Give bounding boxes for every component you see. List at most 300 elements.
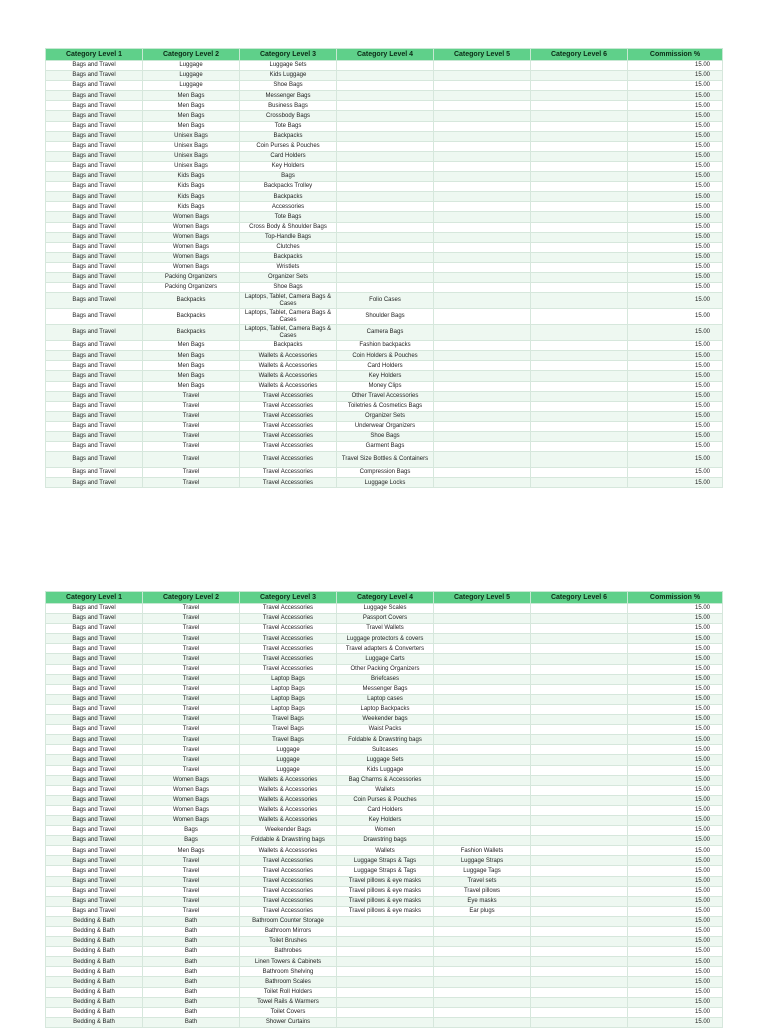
category-level-1-cell: Bags and Travel <box>46 272 143 282</box>
header-category-level-6: Category Level 6 <box>531 49 628 61</box>
category-level-5-cell <box>434 325 531 341</box>
category-level-3-cell: Laptop Bags <box>240 684 337 694</box>
category-level-6-cell <box>531 916 628 926</box>
category-level-3-cell: Travel Accessories <box>240 442 337 452</box>
category-level-3-cell: Travel Accessories <box>240 906 337 916</box>
category-level-1-cell: Bags and Travel <box>46 293 143 309</box>
category-level-3-cell: Travel Accessories <box>240 432 337 442</box>
category-level-1-cell: Bags and Travel <box>46 111 143 121</box>
category-level-2-cell: Bath <box>143 957 240 967</box>
table-row <box>46 856 723 866</box>
table-row <box>46 906 723 916</box>
table-row <box>46 121 723 131</box>
category-level-2-cell: Luggage <box>143 81 240 91</box>
category-level-6-cell <box>531 172 628 182</box>
category-level-5-cell <box>434 836 531 846</box>
category-level-4-cell: Women <box>337 826 434 836</box>
category-level-5-cell <box>434 957 531 967</box>
commission-cell: 15.00 <box>628 815 723 825</box>
category-level-2-cell: Women Bags <box>143 815 240 825</box>
category-level-5-cell <box>434 644 531 654</box>
category-level-2-cell: Packing Organizers <box>143 272 240 282</box>
category-level-6-cell <box>531 836 628 846</box>
category-level-6-cell <box>531 624 628 634</box>
category-level-4-cell: Briefcases <box>337 674 434 684</box>
category-level-6-cell <box>531 381 628 391</box>
category-level-1-cell: Bags and Travel <box>46 906 143 916</box>
category-level-4-cell <box>337 232 434 242</box>
category-level-1-cell: Bags and Travel <box>46 765 143 775</box>
commission-cell: 15.00 <box>628 634 723 644</box>
category-level-5-cell <box>434 442 531 452</box>
category-level-2-cell: Unisex Bags <box>143 151 240 161</box>
category-level-2-cell: Backpacks <box>143 293 240 309</box>
header-row <box>46 592 723 604</box>
category-level-6-cell <box>531 325 628 341</box>
table-row <box>46 997 723 1007</box>
category-level-2-cell: Unisex Bags <box>143 161 240 171</box>
category-level-5-cell <box>434 478 531 488</box>
category-level-2-cell: Bath <box>143 967 240 977</box>
category-level-4-cell <box>337 242 434 252</box>
category-level-1-cell: Bags and Travel <box>46 815 143 825</box>
category-level-5-cell <box>434 212 531 222</box>
commission-cell: 15.00 <box>628 71 723 81</box>
category-level-3-cell: Organizer Sets <box>240 272 337 282</box>
category-level-1-cell: Bags and Travel <box>46 391 143 401</box>
category-level-6-cell <box>531 341 628 351</box>
table-row <box>46 644 723 654</box>
category-level-4-cell: Coin Purses & Pouches <box>337 795 434 805</box>
commission-table <box>45 591 723 1028</box>
category-level-5-cell <box>434 614 531 624</box>
commission-cell: 15.00 <box>628 202 723 212</box>
category-level-6-cell <box>531 141 628 151</box>
category-level-1-cell: Bedding & Bath <box>46 947 143 957</box>
category-level-3-cell: Toilet Covers <box>240 1007 337 1017</box>
table-row <box>46 886 723 896</box>
category-level-3-cell: Wallets & Accessories <box>240 775 337 785</box>
category-level-6-cell <box>531 614 628 624</box>
category-level-2-cell: Travel <box>143 856 240 866</box>
category-level-1-cell: Bags and Travel <box>46 836 143 846</box>
category-level-5-cell <box>434 283 531 293</box>
table-row <box>46 468 723 478</box>
header-category-level-4: Category Level 4 <box>337 592 434 604</box>
commission-cell: 15.00 <box>628 91 723 101</box>
category-level-6-cell <box>531 468 628 478</box>
category-level-4-cell: Bag Charms & Accessories <box>337 775 434 785</box>
header-category-level-5: Category Level 5 <box>434 592 531 604</box>
table-row <box>46 785 723 795</box>
category-level-4-cell <box>337 61 434 71</box>
category-level-4-cell <box>337 957 434 967</box>
category-level-1-cell: Bags and Travel <box>46 826 143 836</box>
table-row <box>46 1017 723 1027</box>
category-level-5-cell <box>434 704 531 714</box>
commission-cell: 15.00 <box>628 283 723 293</box>
category-level-1-cell: Bags and Travel <box>46 604 143 614</box>
category-level-3-cell: Bathroom Scales <box>240 977 337 987</box>
category-level-4-cell <box>337 161 434 171</box>
commission-cell: 15.00 <box>628 755 723 765</box>
category-level-1-cell: Bags and Travel <box>46 704 143 714</box>
category-level-3-cell: Travel Accessories <box>240 391 337 401</box>
category-level-3-cell: Laptop Bags <box>240 674 337 684</box>
category-level-4-cell <box>337 91 434 101</box>
category-level-3-cell: Laptops, Tablet, Camera Bags & Cases <box>240 325 337 341</box>
category-level-5-cell <box>434 182 531 192</box>
commission-table-page-2 <box>45 591 722 1028</box>
category-level-5-cell <box>434 815 531 825</box>
category-level-6-cell <box>531 61 628 71</box>
category-level-5-cell: Luggage Straps <box>434 856 531 866</box>
category-level-6-cell <box>531 876 628 886</box>
commission-cell: 15.00 <box>628 745 723 755</box>
category-level-5-cell <box>434 664 531 674</box>
category-level-3-cell: Key Holders <box>240 161 337 171</box>
category-level-6-cell <box>531 957 628 967</box>
category-level-3-cell: Travel Accessories <box>240 856 337 866</box>
commission-cell: 15.00 <box>628 614 723 624</box>
category-level-1-cell: Bags and Travel <box>46 674 143 684</box>
commission-cell: 15.00 <box>628 293 723 309</box>
commission-cell: 15.00 <box>628 442 723 452</box>
category-level-3-cell: Travel Accessories <box>240 634 337 644</box>
category-level-4-cell: Travel Size Bottles & Containers <box>337 452 434 468</box>
category-level-3-cell: Wallets & Accessories <box>240 805 337 815</box>
category-level-2-cell: Travel <box>143 604 240 614</box>
category-level-4-cell <box>337 997 434 1007</box>
table-row <box>46 61 723 71</box>
category-level-2-cell: Travel <box>143 401 240 411</box>
table-row <box>46 131 723 141</box>
category-level-4-cell: Suitcases <box>337 745 434 755</box>
category-level-2-cell: Bath <box>143 977 240 987</box>
category-level-3-cell: Shower Curtains <box>240 1017 337 1027</box>
commission-cell: 15.00 <box>628 182 723 192</box>
category-level-3-cell: Travel Accessories <box>240 421 337 431</box>
category-level-5-cell <box>434 391 531 401</box>
table-row <box>46 341 723 351</box>
table-row <box>46 755 723 765</box>
category-level-3-cell: Clutches <box>240 242 337 252</box>
category-level-5-cell <box>434 91 531 101</box>
category-level-2-cell: Travel <box>143 735 240 745</box>
category-level-4-cell <box>337 987 434 997</box>
category-level-4-cell <box>337 172 434 182</box>
category-level-5-cell <box>434 401 531 411</box>
category-level-1-cell: Bags and Travel <box>46 172 143 182</box>
category-level-2-cell: Travel <box>143 704 240 714</box>
category-level-5-cell <box>434 916 531 926</box>
commission-cell: 15.00 <box>628 987 723 997</box>
category-level-6-cell <box>531 866 628 876</box>
table-row <box>46 452 723 468</box>
category-level-2-cell: Backpacks <box>143 309 240 325</box>
category-level-5-cell <box>434 131 531 141</box>
category-level-2-cell: Bath <box>143 1007 240 1017</box>
category-level-4-cell: Compression Bags <box>337 468 434 478</box>
category-level-6-cell <box>531 478 628 488</box>
category-level-2-cell: Travel <box>143 694 240 704</box>
category-level-3-cell: Travel Bags <box>240 715 337 725</box>
category-level-3-cell: Backpacks <box>240 252 337 262</box>
table-row <box>46 715 723 725</box>
category-level-5-cell: Eye masks <box>434 896 531 906</box>
category-level-5-cell: Travel sets <box>434 876 531 886</box>
category-level-5-cell <box>434 341 531 351</box>
table-row <box>46 805 723 815</box>
category-level-2-cell: Men Bags <box>143 361 240 371</box>
category-level-3-cell: Towel Rails & Warmers <box>240 997 337 1007</box>
category-level-4-cell: Key Holders <box>337 815 434 825</box>
category-level-5-cell <box>434 795 531 805</box>
commission-cell: 15.00 <box>628 192 723 202</box>
table-row <box>46 91 723 101</box>
category-level-4-cell: Folio Cases <box>337 293 434 309</box>
category-level-6-cell <box>531 452 628 468</box>
category-level-6-cell <box>531 401 628 411</box>
category-level-3-cell: Wallets & Accessories <box>240 361 337 371</box>
category-level-4-cell: Luggage Locks <box>337 478 434 488</box>
category-level-4-cell <box>337 937 434 947</box>
category-level-1-cell: Bags and Travel <box>46 785 143 795</box>
category-level-2-cell: Kids Bags <box>143 192 240 202</box>
table-row <box>46 371 723 381</box>
category-level-4-cell: Travel Wallets <box>337 624 434 634</box>
commission-cell: 15.00 <box>628 232 723 242</box>
category-level-3-cell: Laptop Bags <box>240 704 337 714</box>
table-row <box>46 212 723 222</box>
category-level-2-cell: Travel <box>143 634 240 644</box>
category-level-6-cell <box>531 927 628 937</box>
category-level-6-cell <box>531 81 628 91</box>
category-level-5-cell <box>434 71 531 81</box>
commission-cell: 15.00 <box>628 421 723 431</box>
category-level-3-cell: Messenger Bags <box>240 91 337 101</box>
category-level-4-cell <box>337 1007 434 1017</box>
category-level-4-cell: Laptop Backpacks <box>337 704 434 714</box>
table-row <box>46 674 723 684</box>
commission-cell: 15.00 <box>628 805 723 815</box>
category-level-3-cell: Travel Accessories <box>240 896 337 906</box>
header-category-level-3: Category Level 3 <box>240 592 337 604</box>
category-level-6-cell <box>531 222 628 232</box>
category-level-2-cell: Men Bags <box>143 341 240 351</box>
category-level-3-cell: Tote Bags <box>240 212 337 222</box>
category-level-2-cell: Travel <box>143 411 240 421</box>
category-level-5-cell <box>434 309 531 325</box>
category-level-4-cell: Luggage Straps & Tags <box>337 866 434 876</box>
category-level-1-cell: Bags and Travel <box>46 141 143 151</box>
category-level-3-cell: Travel Accessories <box>240 876 337 886</box>
commission-cell: 15.00 <box>628 411 723 421</box>
category-level-1-cell: Bedding & Bath <box>46 987 143 997</box>
commission-cell: 15.00 <box>628 432 723 442</box>
category-level-6-cell <box>531 272 628 282</box>
category-level-1-cell: Bedding & Bath <box>46 1007 143 1017</box>
category-level-1-cell: Bags and Travel <box>46 371 143 381</box>
category-level-6-cell <box>531 654 628 664</box>
table-row <box>46 182 723 192</box>
category-level-6-cell <box>531 896 628 906</box>
category-level-5-cell <box>434 381 531 391</box>
category-level-2-cell: Women Bags <box>143 232 240 242</box>
category-level-2-cell: Travel <box>143 906 240 916</box>
category-level-1-cell: Bags and Travel <box>46 432 143 442</box>
category-level-2-cell: Travel <box>143 478 240 488</box>
category-level-1-cell: Bags and Travel <box>46 856 143 866</box>
category-level-6-cell <box>531 1017 628 1027</box>
category-level-5-cell <box>434 432 531 442</box>
category-level-2-cell: Luggage <box>143 61 240 71</box>
table-row <box>46 202 723 212</box>
table-row <box>46 896 723 906</box>
table-row <box>46 141 723 151</box>
category-level-5-cell <box>434 242 531 252</box>
table-row <box>46 694 723 704</box>
category-level-6-cell <box>531 694 628 704</box>
category-level-2-cell: Travel <box>143 745 240 755</box>
category-level-6-cell <box>531 704 628 714</box>
category-level-2-cell: Travel <box>143 614 240 624</box>
table-row <box>46 309 723 325</box>
table-row <box>46 442 723 452</box>
table-row <box>46 745 723 755</box>
category-level-5-cell <box>434 725 531 735</box>
table-row <box>46 735 723 745</box>
category-level-2-cell: Men Bags <box>143 846 240 856</box>
header-category-level-1: Category Level 1 <box>46 49 143 61</box>
header-category-level-3: Category Level 3 <box>240 49 337 61</box>
commission-cell: 15.00 <box>628 937 723 947</box>
category-level-4-cell: Other Packing Organizers <box>337 664 434 674</box>
table-row <box>46 947 723 957</box>
category-level-3-cell: Coin Purses & Pouches <box>240 141 337 151</box>
category-level-5-cell <box>434 674 531 684</box>
category-level-3-cell: Travel Accessories <box>240 452 337 468</box>
table-row <box>46 765 723 775</box>
category-level-2-cell: Men Bags <box>143 91 240 101</box>
category-level-2-cell: Bath <box>143 1017 240 1027</box>
category-level-1-cell: Bags and Travel <box>46 361 143 371</box>
category-level-5-cell: Luggage Tags <box>434 866 531 876</box>
commission-cell: 15.00 <box>628 131 723 141</box>
commission-cell: 15.00 <box>628 735 723 745</box>
category-level-4-cell: Laptop cases <box>337 694 434 704</box>
category-level-5-cell <box>434 252 531 262</box>
commission-cell: 15.00 <box>628 1007 723 1017</box>
commission-cell: 15.00 <box>628 906 723 916</box>
category-level-4-cell <box>337 71 434 81</box>
category-level-2-cell: Women Bags <box>143 242 240 252</box>
commission-cell: 15.00 <box>628 684 723 694</box>
category-level-1-cell: Bedding & Bath <box>46 957 143 967</box>
category-level-6-cell <box>531 775 628 785</box>
commission-cell: 15.00 <box>628 604 723 614</box>
category-level-5-cell <box>434 351 531 361</box>
category-level-4-cell <box>337 131 434 141</box>
category-level-6-cell <box>531 886 628 896</box>
category-level-4-cell: Travel adapters & Converters <box>337 644 434 654</box>
category-level-6-cell <box>531 967 628 977</box>
table-row <box>46 293 723 309</box>
category-level-5-cell <box>434 654 531 664</box>
category-level-4-cell: Passport Covers <box>337 614 434 624</box>
category-level-4-cell <box>337 1017 434 1027</box>
category-level-5-cell <box>434 967 531 977</box>
category-level-1-cell: Bags and Travel <box>46 182 143 192</box>
commission-cell: 15.00 <box>628 478 723 488</box>
commission-cell: 15.00 <box>628 765 723 775</box>
category-level-5-cell <box>434 202 531 212</box>
category-level-5-cell <box>434 785 531 795</box>
table-row <box>46 478 723 488</box>
category-level-4-cell: Travel pillows & eye masks <box>337 906 434 916</box>
category-level-5-cell <box>434 468 531 478</box>
header-category-level-2: Category Level 2 <box>143 592 240 604</box>
category-level-6-cell <box>531 91 628 101</box>
category-level-6-cell <box>531 805 628 815</box>
commission-cell: 15.00 <box>628 977 723 987</box>
category-level-5-cell <box>434 411 531 421</box>
table-row <box>46 846 723 856</box>
category-level-4-cell <box>337 141 434 151</box>
table-row <box>46 192 723 202</box>
category-level-4-cell: Shoe Bags <box>337 432 434 442</box>
category-level-4-cell: Weekender bags <box>337 715 434 725</box>
table-row <box>46 222 723 232</box>
category-level-6-cell <box>531 161 628 171</box>
category-level-1-cell: Bags and Travel <box>46 684 143 694</box>
category-level-3-cell: Crossbody Bags <box>240 111 337 121</box>
category-level-4-cell <box>337 151 434 161</box>
category-level-6-cell <box>531 856 628 866</box>
category-level-2-cell: Bath <box>143 997 240 1007</box>
category-level-3-cell: Card Holders <box>240 151 337 161</box>
category-level-2-cell: Men Bags <box>143 111 240 121</box>
commission-cell: 15.00 <box>628 172 723 182</box>
category-level-2-cell: Women Bags <box>143 795 240 805</box>
category-level-4-cell <box>337 222 434 232</box>
category-level-6-cell <box>531 442 628 452</box>
category-level-2-cell: Women Bags <box>143 775 240 785</box>
category-level-4-cell: Luggage Straps & Tags <box>337 856 434 866</box>
commission-cell: 15.00 <box>628 624 723 634</box>
category-level-4-cell <box>337 262 434 272</box>
table-row <box>46 325 723 341</box>
category-level-2-cell: Women Bags <box>143 785 240 795</box>
category-level-2-cell: Women Bags <box>143 222 240 232</box>
category-level-5-cell <box>434 452 531 468</box>
category-level-4-cell: Messenger Bags <box>337 684 434 694</box>
category-level-1-cell: Bedding & Bath <box>46 916 143 926</box>
commission-cell: 15.00 <box>628 371 723 381</box>
category-level-5-cell <box>434 222 531 232</box>
category-level-2-cell: Travel <box>143 468 240 478</box>
category-level-3-cell: Travel Accessories <box>240 411 337 421</box>
table-row <box>46 866 723 876</box>
table-row <box>46 111 723 121</box>
category-level-1-cell: Bags and Travel <box>46 121 143 131</box>
category-level-1-cell: Bags and Travel <box>46 452 143 468</box>
category-level-4-cell <box>337 916 434 926</box>
header-category-level-6: Category Level 6 <box>531 592 628 604</box>
category-level-4-cell: Toiletries & Cosmetics Bags <box>337 401 434 411</box>
table-row <box>46 937 723 947</box>
category-level-3-cell: Accessories <box>240 202 337 212</box>
